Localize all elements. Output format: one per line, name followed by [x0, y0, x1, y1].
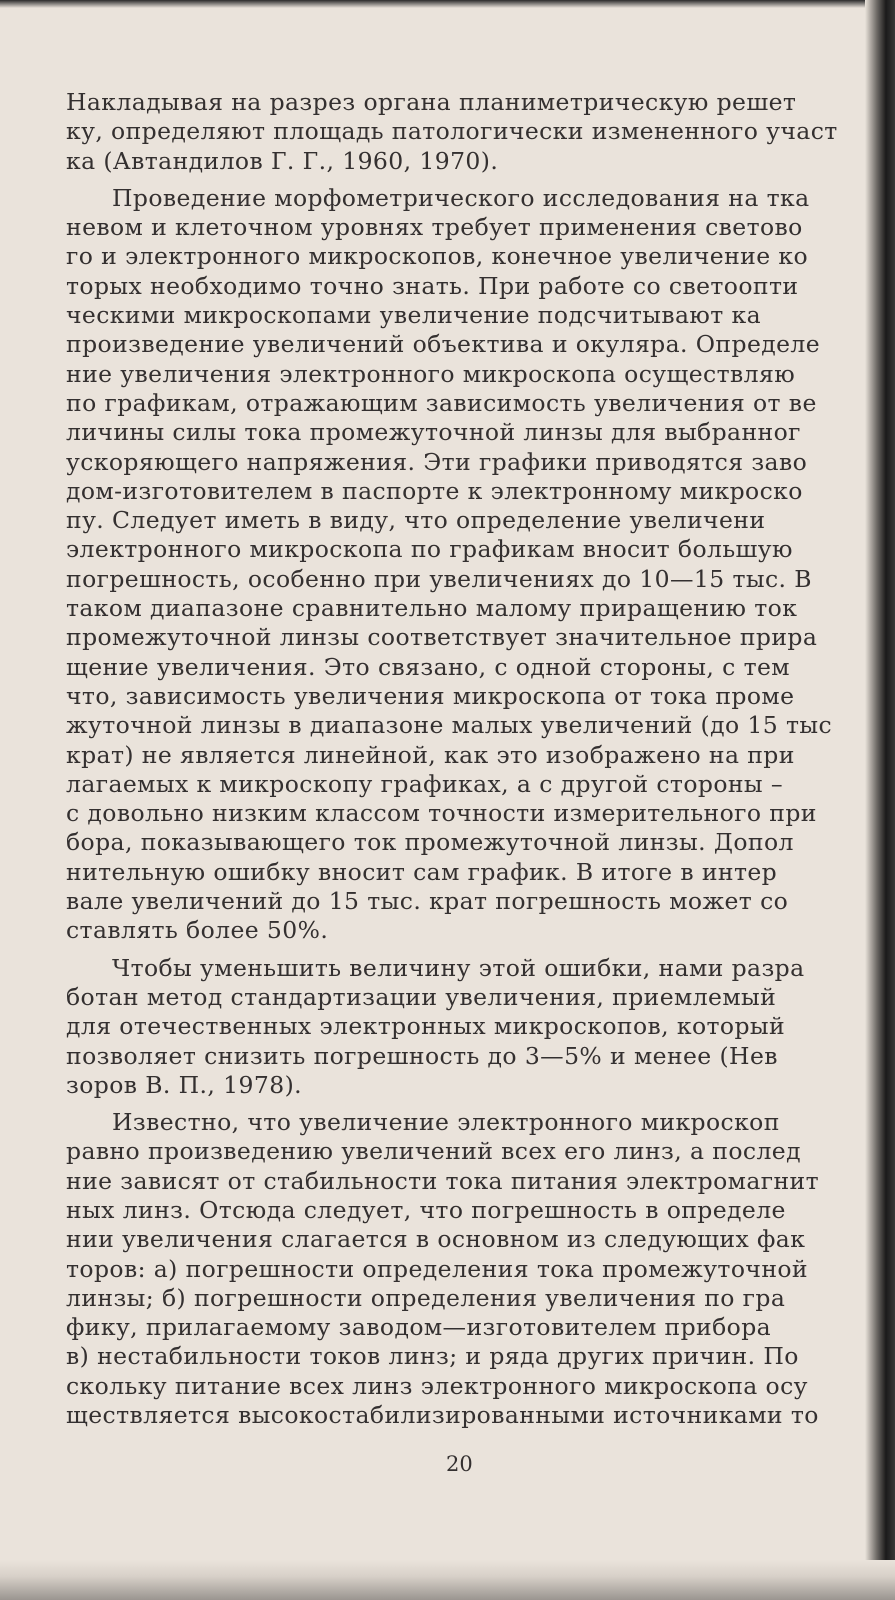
text-line: линзы; б) погрешности определения увеличения по гра — [66, 1283, 786, 1312]
text-line: Известно, что увеличение электронного микроскоп — [112, 1108, 780, 1137]
text-line: погрешность, особенно при увеличениях до 10—15 тыс. В — [66, 564, 812, 593]
text-line: крат) не является линейной, как это изображено на при — [66, 740, 795, 769]
text-line: вале увеличений до 15 тыс. крат погрешность может со — [66, 887, 789, 916]
text-line: Проведение морфометрического исследования на тка — [112, 183, 810, 212]
paragraph-4 — [66, 1108, 866, 1430]
text-line: ние зависят от стабильности тока питания электромагнит — [66, 1166, 819, 1195]
text-line: зоров В. П., 1978). — [66, 1070, 303, 1099]
text-line: щение увеличения. Это связано, с одной стороны, с тем — [66, 652, 790, 681]
text-line: Чтобы уменьшить величину этой ошибки, нами разра — [112, 953, 805, 982]
text-line: с довольно низким классом точности измерительного при — [66, 799, 817, 828]
text-line: невом и клеточном уровнях требует применения светово — [66, 213, 803, 242]
text-line: ществляется высокостабилизированными источниками то — [66, 1401, 819, 1430]
text-line: промежуточной линзы соответствует значительное прира — [66, 623, 818, 652]
text-line: го и электронного микроскопов, конечное увеличение ко — [66, 242, 809, 271]
text-line: нии увеличения слагается в основном из следующих фак — [66, 1225, 806, 1254]
text-line: ка (Автандилов Г. Г., 1960, 1970). — [66, 146, 499, 175]
text-line: нительную ошибку вносит сам график. В итоге в интер — [66, 857, 778, 886]
text-line: ных линз. Отсюда следует, что погрешность в определе — [66, 1195, 786, 1224]
text-line: ку, определяют площадь патологически измененного участ — [66, 117, 838, 146]
text-line: что, зависимость увеличения микроскопа от тока проме — [66, 681, 795, 710]
text-line: ставлять более 50%. — [66, 916, 329, 945]
text-line: бора, показывающего ток промежуточной линзы. Допол — [66, 828, 794, 857]
text-line: дом-изготовителем в паспорте к электронному микроско — [66, 476, 803, 505]
text-line: пу. Следует иметь в виду, что определение увеличени — [66, 506, 766, 535]
page-top-shadow — [0, 0, 895, 8]
text-line: ускоряющего напряжения. Эти графики приводятся заво — [66, 447, 808, 476]
text-line: жуточной линзы в диапазоне малых увеличений (до 15 тыс — [66, 711, 833, 740]
text-line: торов: а) погрешности определения тока промежуточной — [66, 1254, 808, 1283]
page-number: 20 — [446, 1452, 473, 1476]
text-line: личины силы тока промежуточной линзы для выбранног — [66, 418, 801, 447]
paragraph-1 — [66, 88, 866, 176]
book-spine-shadow — [865, 0, 895, 1600]
page-bottom-shadow — [0, 1560, 895, 1600]
paragraph-3 — [66, 954, 866, 1100]
text-line: ние увеличения электронного микроскопа осуществляю — [66, 359, 796, 388]
text-line: в) нестабильности токов линз; и ряда других причин. По — [66, 1342, 799, 1371]
text-line: торых необходимо точно знать. При работе со светоопти — [66, 271, 799, 300]
body-text — [66, 88, 866, 1430]
text-line: произведение увеличений объектива и окуляра. Определе — [66, 330, 821, 359]
text-line: равно произведению увеличений всех его линз, а послед — [66, 1137, 801, 1166]
text-line: фику, прилагаемому заводом—изготовителем прибора — [66, 1313, 772, 1342]
paragraph-2 — [66, 184, 866, 946]
text-line: ческими микроскопами увеличение подсчитывают ка — [66, 301, 761, 330]
text-line: по графикам, отражающим зависимость увеличения от ве — [66, 388, 817, 417]
text-line: лагаемых к микроскопу графиках, а с другой стороны – — [66, 769, 784, 798]
text-line: электронного микроскопа по графикам вносит большую — [66, 535, 793, 564]
text-line: позволяет снизить погрешность до 3—5% и менее (Нев — [66, 1041, 778, 1070]
text-line: для отечественных электронных микроскопов, который — [66, 1012, 786, 1041]
text-line: таком диапазоне сравнительно малому приращению ток — [66, 594, 798, 623]
text-line: скольку питание всех линз электронного микроскопа осу — [66, 1371, 808, 1400]
text-line: Накладывая на разрез органа планиметрическую решет — [66, 88, 797, 116]
text-line: ботан метод стандартизации увеличения, приемлемый — [66, 982, 777, 1011]
